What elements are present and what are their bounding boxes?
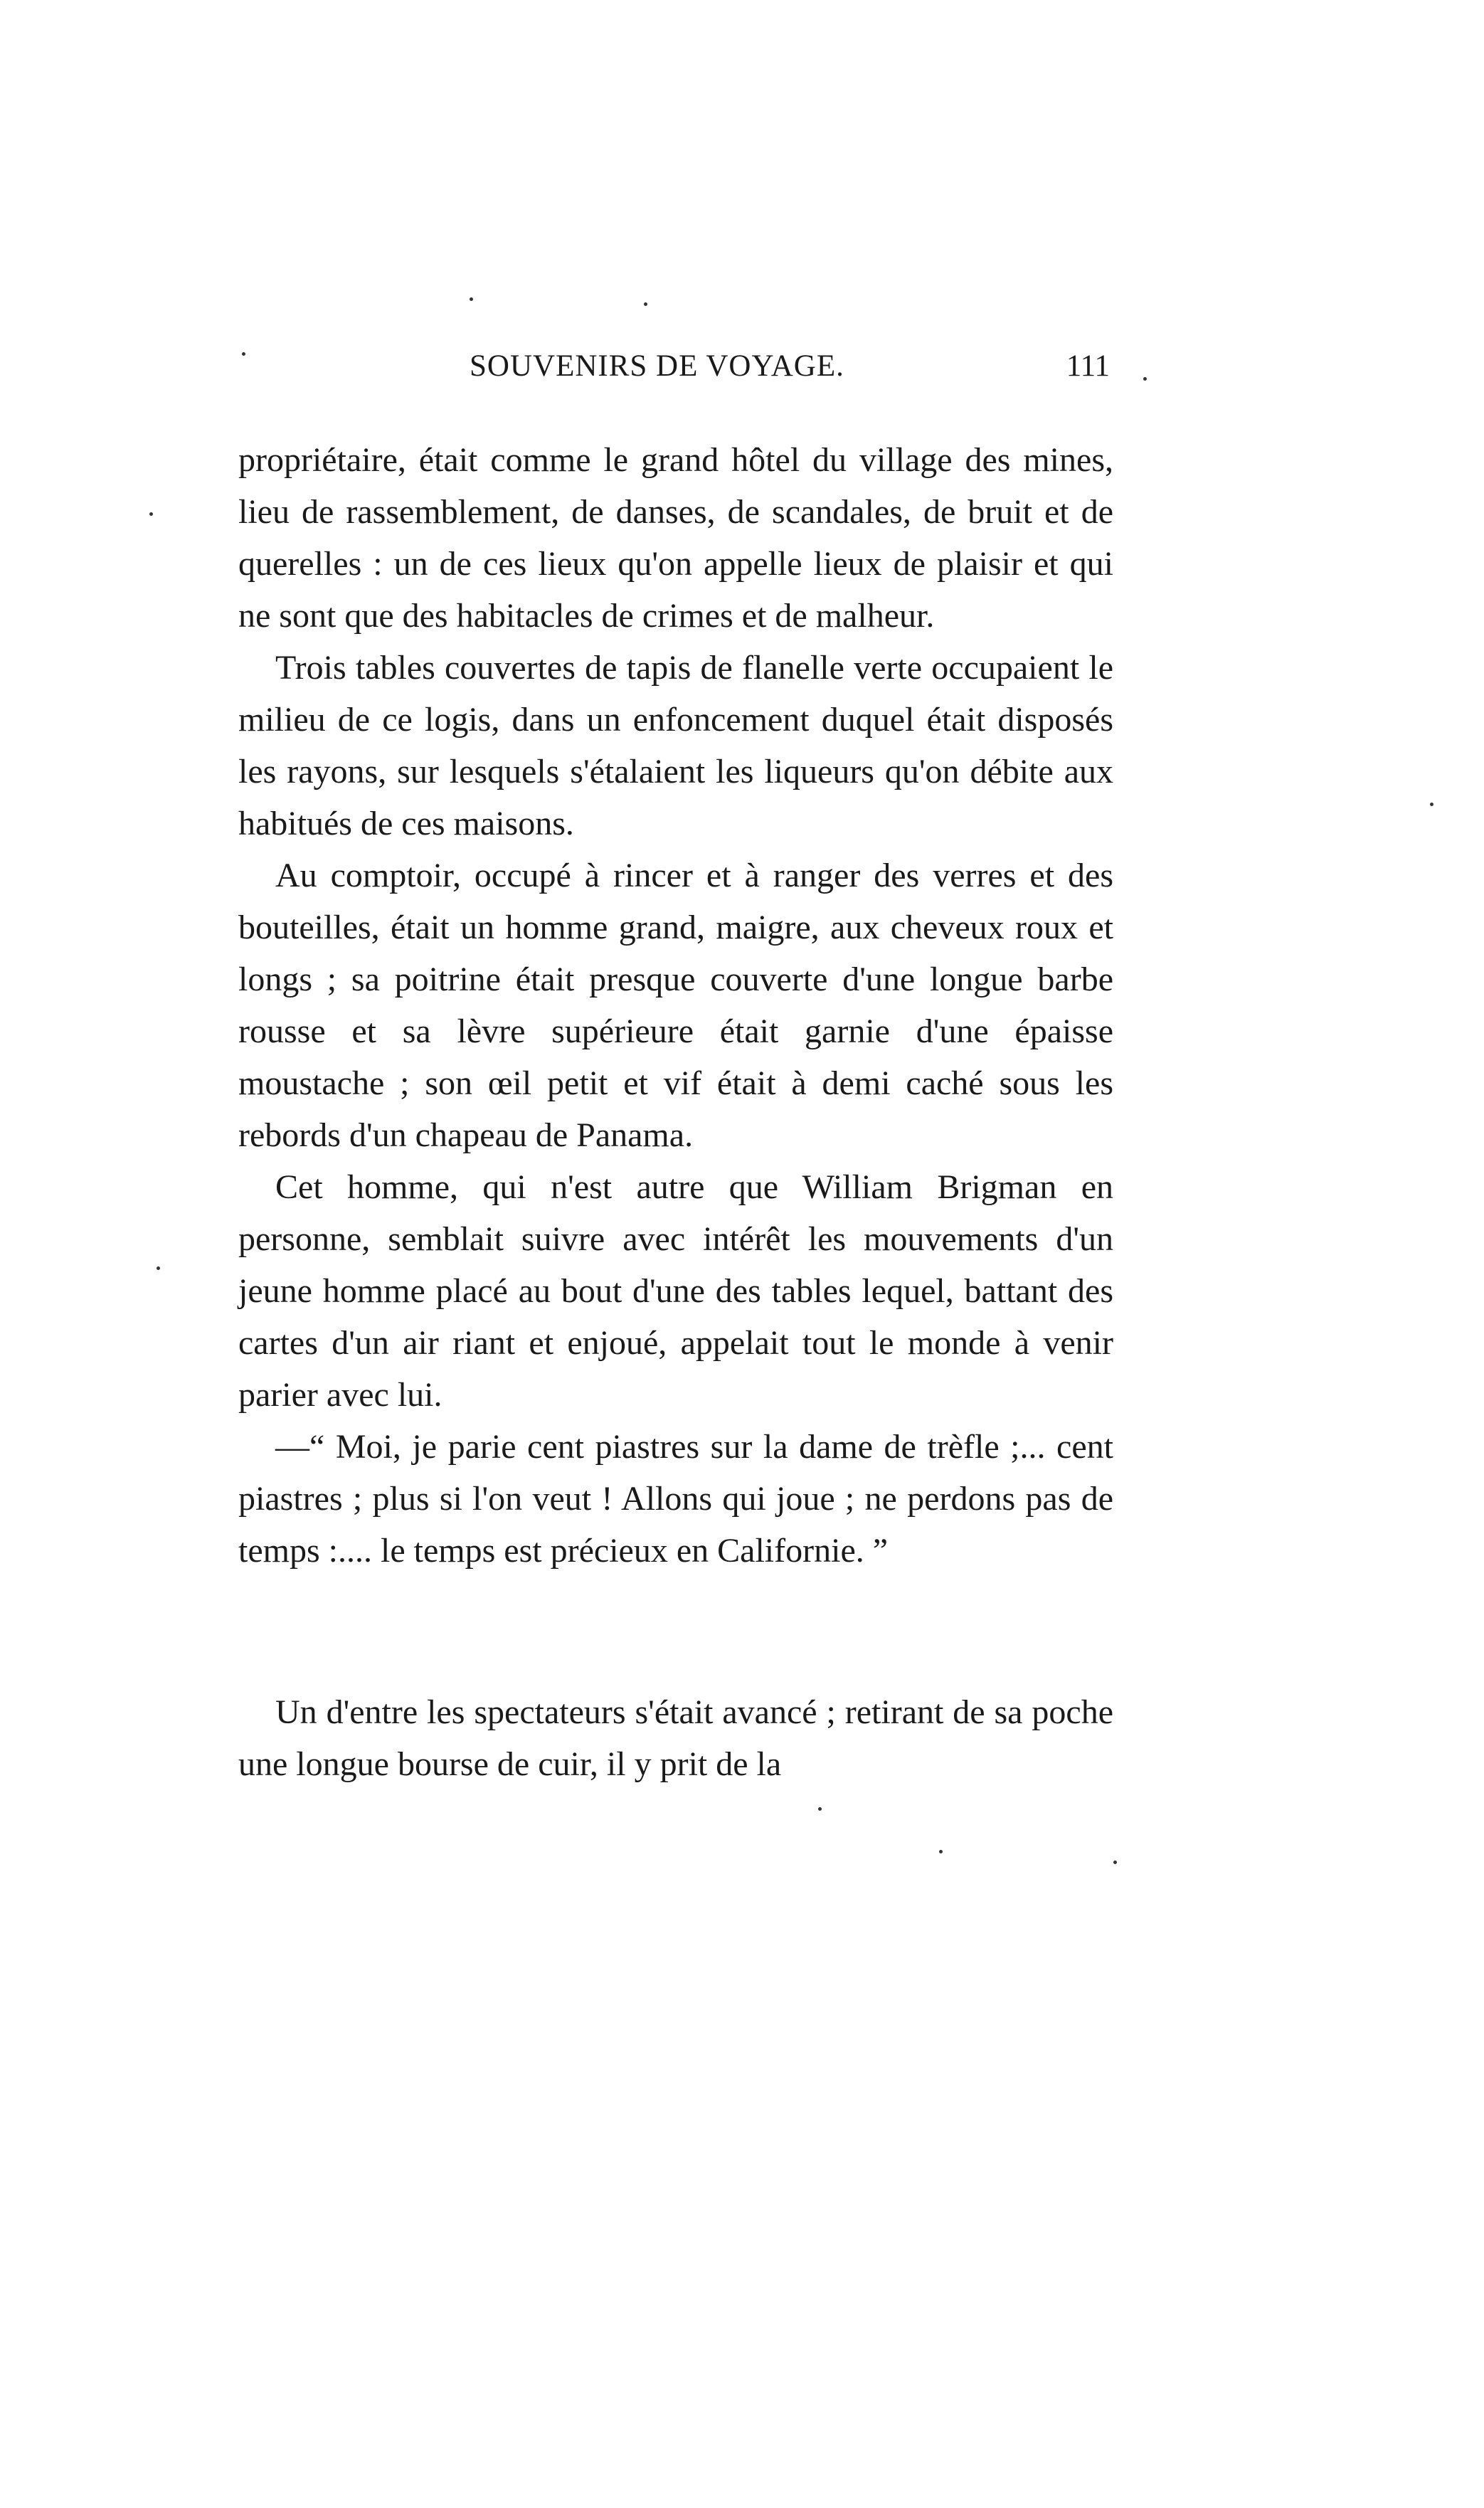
- page-number: 111: [1066, 349, 1110, 383]
- print-speck: [644, 302, 647, 306]
- paragraph-counter: Au comptoir, occupé à rincer et à ranger des verres et des bouteilles, était un homme grand, maigre, aux cheveux roux et longs ; sa poitrine était presque couverte d'une longue barbe rousse et sa lèvre supérieure était garnie d'une épaisse moustache ; son œil petit et vif était à demi caché sous les rebords d'un chapeau de Panama.: [238, 857, 1113, 1154]
- paragraph-brigman: Cet homme, qui n'est autre que William Brigman en personne, semblait suivre avec intérêt les mouvements d'un jeune homme placé au bout d'une des tables lequel, battant des cartes d'un air riant et enjoué, appelait tout le monde à venir parier avec lui.: [238, 1168, 1113, 1414]
- body-text: [238, 434, 1113, 1790]
- print-speck: [149, 512, 153, 516]
- running-header: [235, 349, 1174, 398]
- print-speck: [818, 1807, 822, 1811]
- print-speck: [157, 1266, 160, 1270]
- paragraph-continuation: propriétaire, était comme le grand hôtel du village des mines, lieu de rassemblement, de danses, de scandales, de bruit et de querelles : un de ces lieux qu'on appelle lieux de plaisir et qui ne sont que des habitacles de crimes et de malheur.: [238, 441, 1113, 635]
- print-speck: [1113, 1861, 1117, 1864]
- print-speck: [470, 297, 473, 301]
- print-speck: [1430, 803, 1433, 806]
- running-title: SOUVENIRS DE VOYAGE.: [470, 349, 844, 383]
- section-gap: [238, 1577, 1113, 1686]
- print-speck: [242, 352, 245, 356]
- paragraph-dialogue: —“ Moi, je parie cent piastres sur la dame de trèfle ;... cent piastres ; plus si l'on veut ! Allons qui joue ; ne perdons pas de temps :.... le temps est précieux en Californie. ”: [238, 1428, 1113, 1570]
- print-speck: [1143, 377, 1147, 381]
- paragraph-spectator: Un d'entre les spectateurs s'était avancé ; retirant de sa poche une longue bourse de cuir, il y prit de la: [238, 1693, 1113, 1783]
- paragraph-tables: Trois tables couvertes de tapis de flanelle verte occupaient le milieu de ce logis, dans un enfoncement duquel était disposés les rayons, sur lesquels s'étalaient les liqueurs qu'on débite aux habitués de ces maisons.: [238, 649, 1113, 842]
- print-speck: [939, 1850, 943, 1853]
